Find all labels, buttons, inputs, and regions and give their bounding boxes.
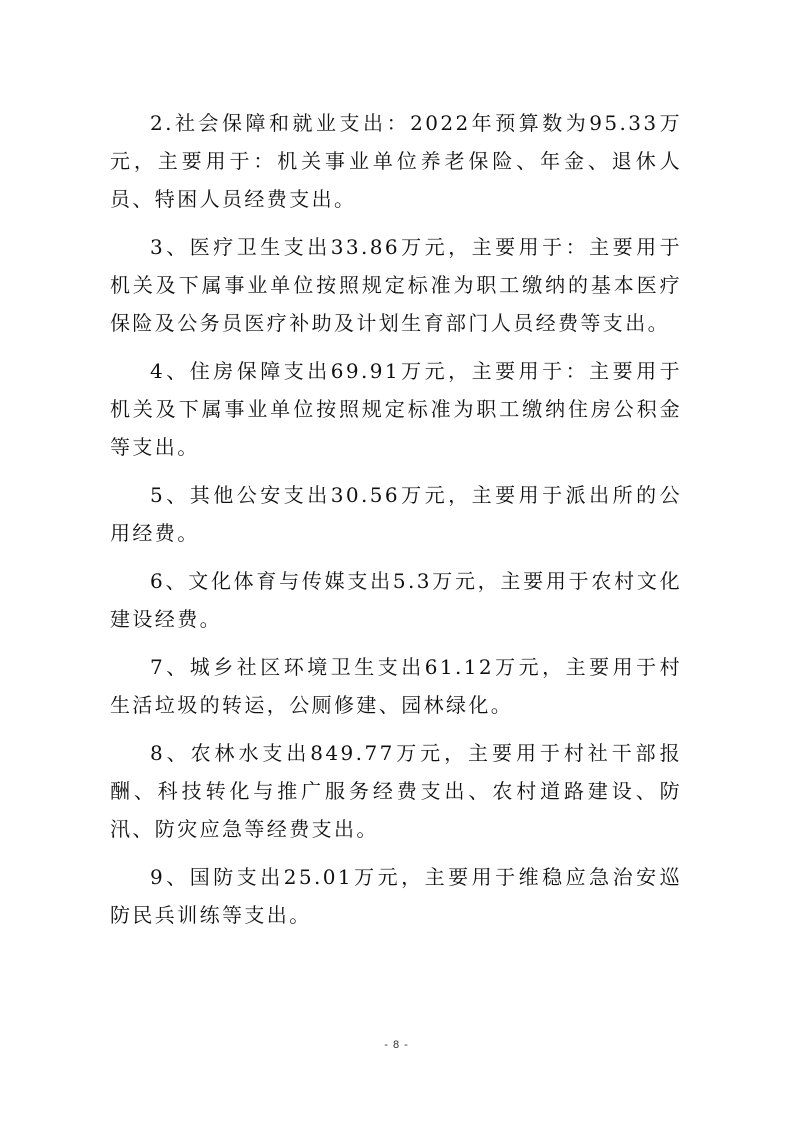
paragraph-social-security: 2.社会保障和就业支出：2022年预算数为95.33万元，主要用于：机关事业单位养老保险、年金、退休人员、特困人员经费支出。 [110, 111, 682, 211]
paragraph-urban-rural-environment: 7、城乡社区环境卫生支出61.12万元，主要用于村生活垃圾的转运，公厕修建、园林绿化。 [110, 655, 682, 717]
paragraph-agriculture-forestry-water: 8、农林水支出849.77万元，主要用于村社干部报酬、科技转化与推广服务经费支出、农村道路建设、防汛、防灾应急等经费支出。 [110, 741, 682, 841]
paragraph-culture-sports: 6、文化体育与传媒支出5.3万元，主要用于农村文化建设经费。 [110, 569, 682, 631]
paragraph-public-security: 5、其他公安支出30.56万元，主要用于派出所的公用经费。 [110, 483, 682, 545]
paragraph-health: 3、医疗卫生支出33.86万元，主要用于：主要用于机关及下属事业单位按照规定标准为职工缴纳的基本医疗保险及公务员医疗补助及计划生育部门人员经费等支出。 [110, 235, 682, 335]
paragraph-national-defense: 9、国防支出25.01万元，主要用于维稳应急治安巡防民兵训练等支出。 [110, 865, 682, 927]
document-body [110, 104, 682, 944]
page-number: - 8 - [384, 1039, 409, 1051]
paragraph-housing: 4、住房保障支出69.91万元，主要用于：主要用于机关及下属事业单位按照规定标准为职工缴纳住房公积金等支出。 [110, 359, 682, 459]
